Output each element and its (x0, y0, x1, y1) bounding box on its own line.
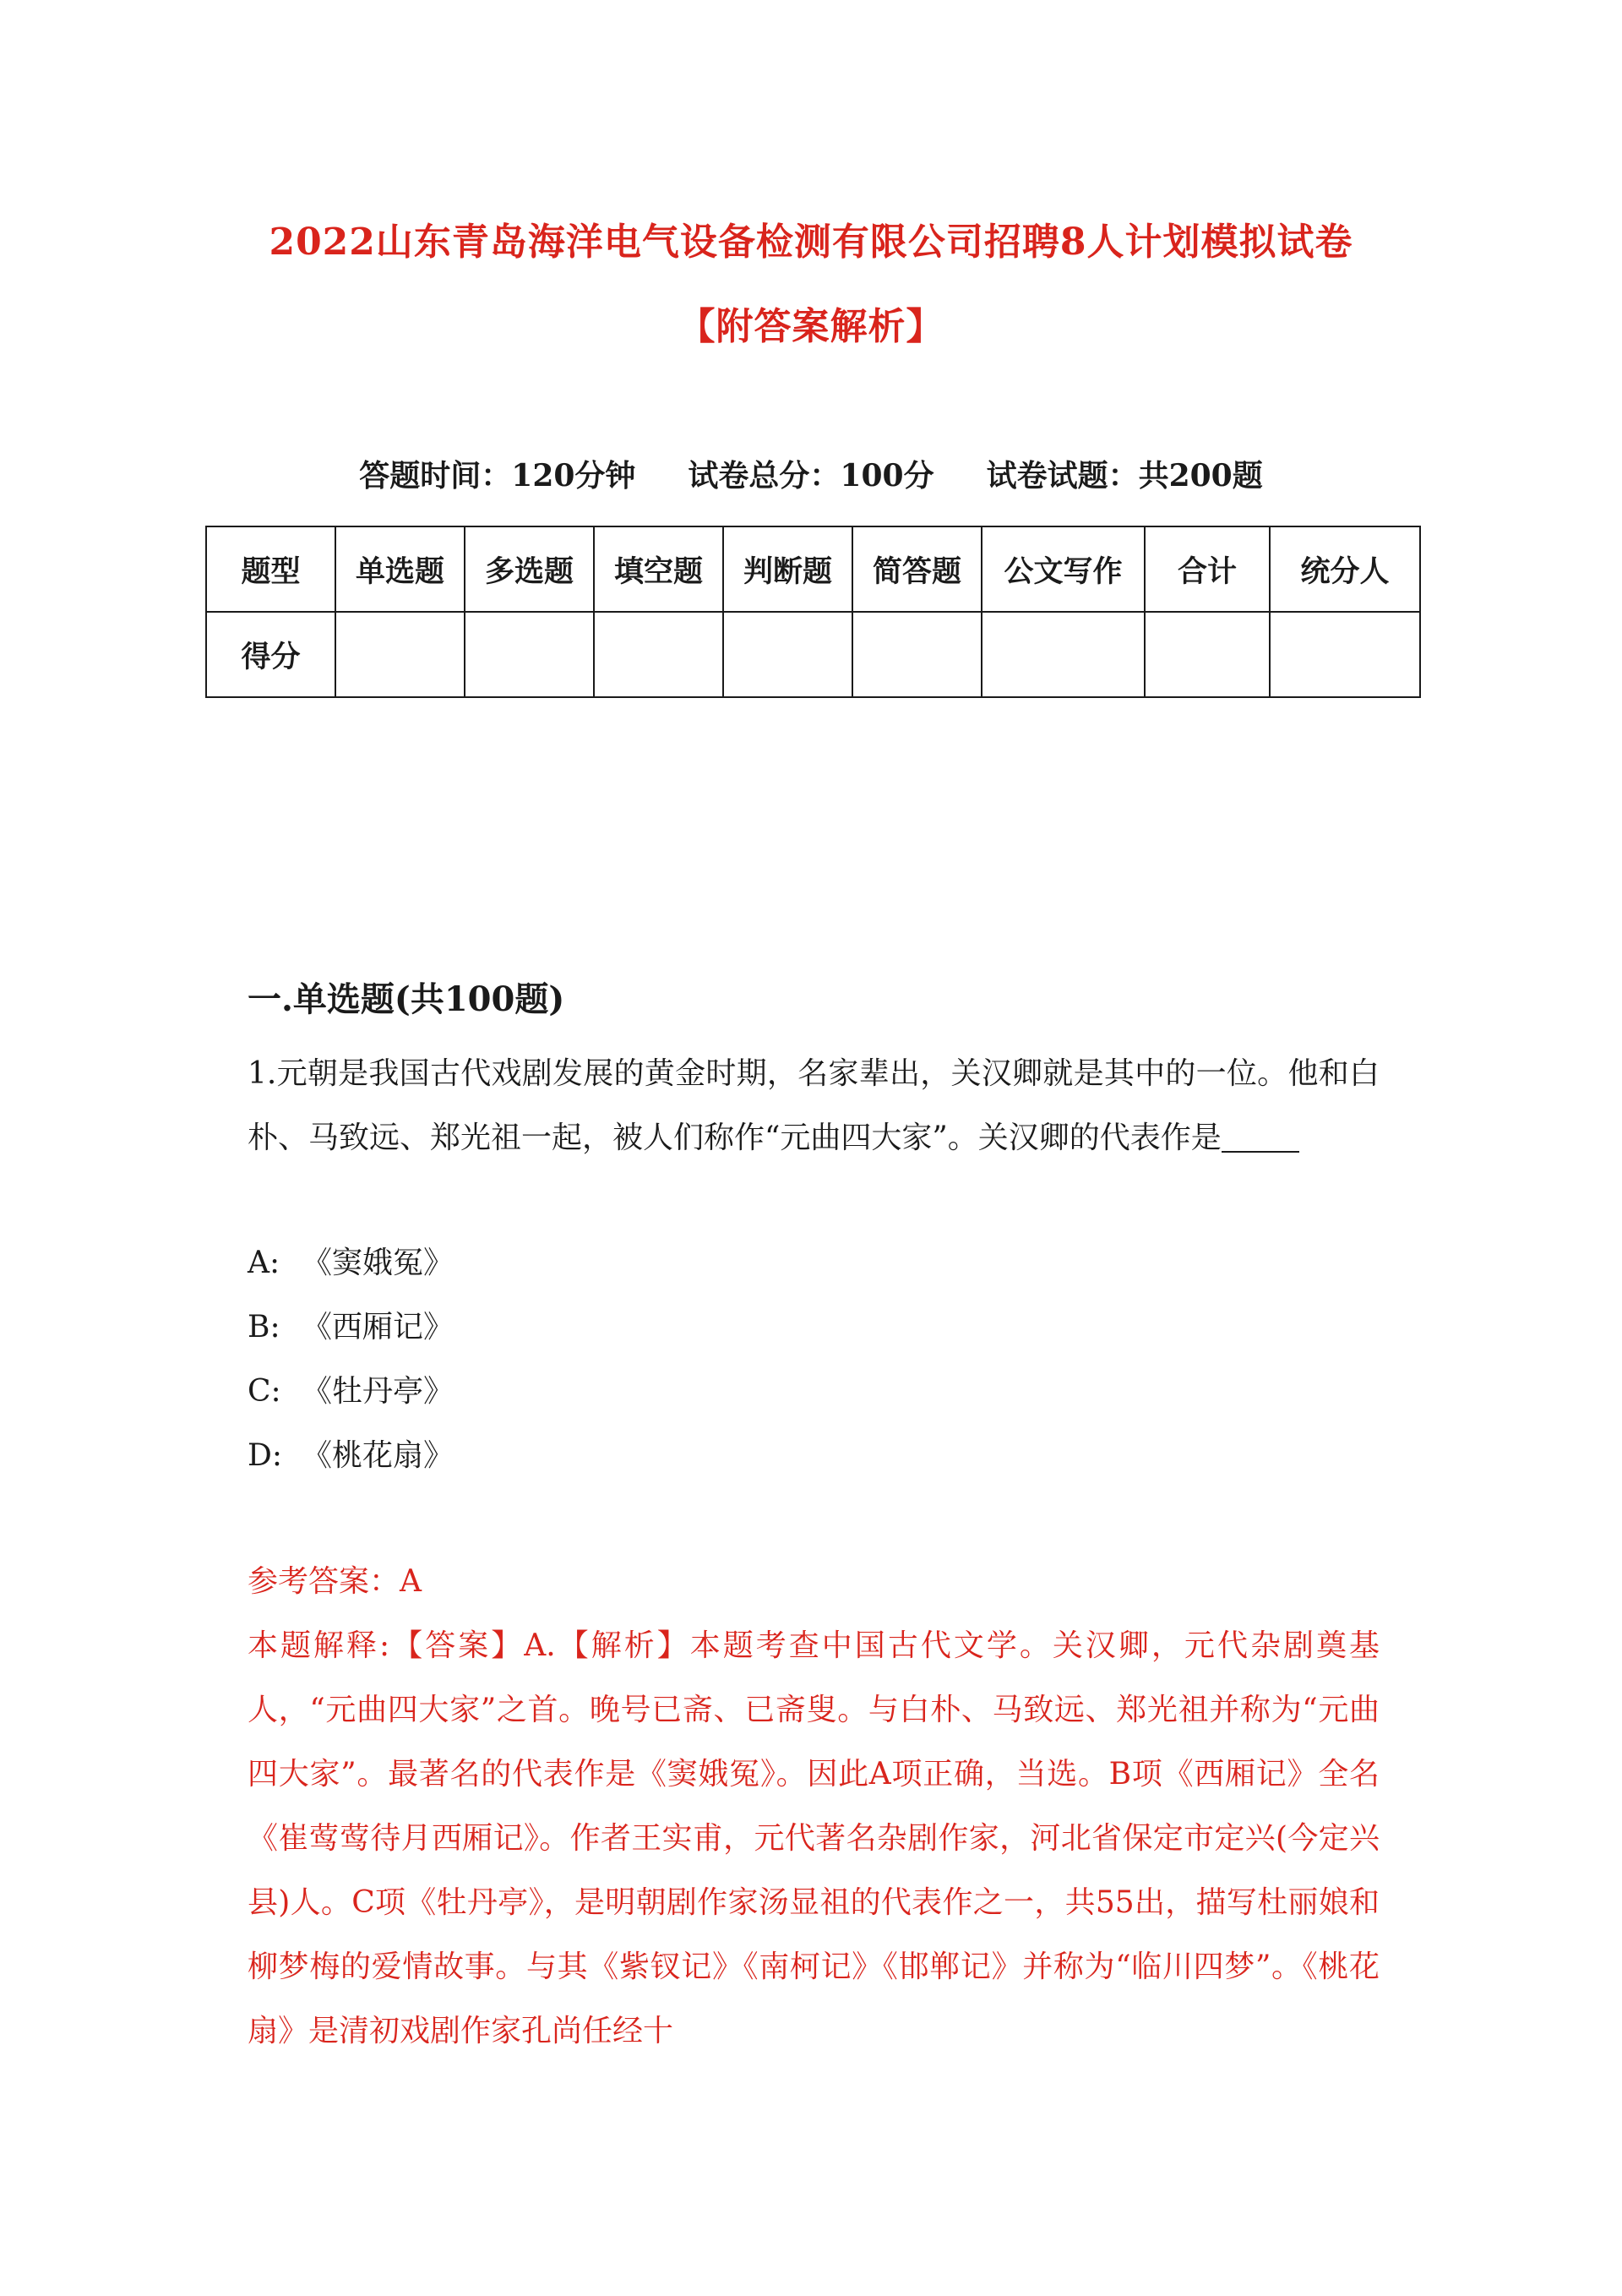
table-row-label: 得分 (206, 612, 335, 697)
page-title: 2022山东青岛海洋电气设备检测有限公司招聘8人计划模拟试卷 (269, 221, 1353, 264)
table-header-cell: 公文写作 (982, 526, 1145, 612)
option-text: 《牡丹亭》 (302, 1374, 454, 1409)
table-header-cell: 统分人 (1270, 526, 1420, 612)
score-cell (1145, 612, 1270, 697)
reference-answer: 参考答案：A (248, 1564, 422, 1599)
page-subtitle: 【附答案解析】 (678, 305, 944, 348)
option-list (248, 1231, 454, 1488)
score-table-header-row (206, 526, 1420, 612)
exam-question-count: 试卷试题：共200题 (986, 458, 1263, 494)
option-letter: D: (248, 1438, 282, 1473)
exam-total-score: 试卷总分：100分 (688, 458, 934, 494)
score-cell (1270, 612, 1420, 697)
score-cell (594, 612, 723, 697)
table-header-cell: 简答题 (852, 526, 982, 612)
question-text: 1.元朝是我国古代戏剧发展的黄金时期，名家辈出，关汉卿就是其中的一位。他和白朴、马致远、郑光祖一起，被人们称作“元曲四大家”。关汉卿的代表作是 (248, 1056, 1380, 1155)
exam-info (0, 452, 1622, 495)
score-cell (982, 612, 1145, 697)
option-text: 《桃花扇》 (302, 1438, 454, 1473)
option-text: 《窦娥冤》 (302, 1246, 454, 1280)
section-heading: 一.单选题(共100题) (248, 979, 565, 1019)
score-table-score-row (206, 612, 1420, 697)
score-cell (465, 612, 594, 697)
option-letter: A: (248, 1246, 280, 1280)
question-stem (248, 1042, 1380, 1170)
exam-time: 答题时间：120分钟 (359, 458, 636, 494)
answer-explanation: 本题解释:【答案】A.【解析】本题考查中国古代文学。关汉卿，元代杂剧奠基人，“元曲四大家”之首。晚号已斋、已斋叟。与白朴、马致远、郑光祖并称为“元曲四大家”。最著名的代表作是《窦娥冤》。因此A项正确，当选。B项《西厢记》全名《崔莺莺待月西厢记》。作者王实甫，元代著名杂剧作家，河北省保定市定兴(今定兴县)人。C项《牡丹亭》，是明朝剧作家汤显祖的代表作之一，共55出，描写杜丽娘和柳梦梅的爱情故事。与其《紫钗记》《南柯记》《邯郸记》并称为“临川四梦”。《桃花扇》是清初戏剧作家孔尚任经十 (248, 1628, 1380, 2048)
table-header-cell: 单选题 (335, 526, 465, 612)
option-text: 《西厢记》 (302, 1310, 454, 1344)
score-cell (852, 612, 982, 697)
table-header-cell: 判断题 (723, 526, 852, 612)
option-d (248, 1424, 454, 1488)
option-a (248, 1231, 454, 1295)
score-table (205, 526, 1421, 698)
score-cell (723, 612, 852, 697)
option-letter: B: (248, 1310, 280, 1344)
answer-blank (1222, 1121, 1299, 1153)
table-header-cell: 填空题 (594, 526, 723, 612)
table-header-cell: 题型 (206, 526, 335, 612)
table-header-cell: 合计 (1145, 526, 1270, 612)
option-c (248, 1360, 454, 1424)
score-cell (335, 612, 465, 697)
option-b (248, 1295, 454, 1360)
table-header-cell: 多选题 (465, 526, 594, 612)
option-letter: C: (248, 1374, 281, 1409)
